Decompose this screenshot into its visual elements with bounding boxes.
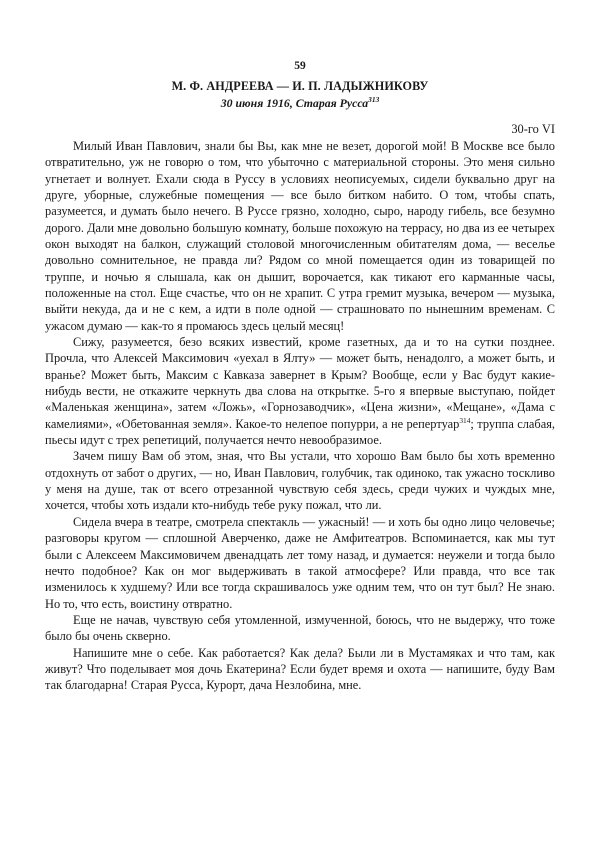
footnote-marker-314[interactable]: 314 (459, 415, 471, 425)
paragraph-2-text-before-footnote: Сижу, разумеется, безо всяких известий, кроме газетных, да и то на сутки позднее. Прочла, что Алексей Максимович «уехал в Ялту» — может быть, ненадолго, а может быть, и вранье? Может быть, Максим с Кавказа завернет в Крым? Вообще, если у Вас будут какие-нибудь вести, не откажите черкнуть два слова на открытке. 5-го я впервые выступаю, пойдет «Маленькая женщина», затем «Ложь», «Горнозаводчик», «Цена жизни», «Мещане», «Дама с камелиями», «Обетованная земля». Какое-то нелепое попурри, а не репертуар (45, 335, 555, 431)
footnote-marker-313[interactable]: 313 (368, 95, 380, 105)
dateline-place-text: 30 июня 1916, Старая Русса (220, 96, 369, 111)
letter-date-right: 30-го VI (511, 122, 555, 137)
page-content (45, 0, 555, 694)
letter-correspondents-heading: М. Ф. АНДРЕЕВА — И. П. ЛАДЫЖНИКОВУ (171, 78, 429, 93)
letter-dateline-place (45, 96, 555, 112)
paragraph-1: Милый Иван Павлович, знали бы Вы, как мне не везет, дорогой мой! В Москве все было отвратительно, уж не говорю о том, что убыточно с материальной стороны. Это меня сильно угнетает и волнует. Ехали сюда в Руссу в условиях неописуемых, сидели буквально друг на друге, уборные, служебные помещения — все было битком набито. О том, чтобы спать, разумеется, и думать было нечего. В Руссе грязно, холодно, сыро, народу гибель, все безумно дорого. Дали мне довольно большую комнату, больше похожую на террасу, но два из ее четырех окон выходят на балкон, служащий столовой многочисленным обитателям дома, — веселье довольно сомнительное, не правда ли? Рядом со мной помещается один из товарищей по труппе, и ночью я слышала, как он дышит, ворочается, как тикают его карманные часы, положенные на стол. Еще счастье, что он не храпит. С утра гремит музыка, вечером — музыка, выйти некуда, да и не с кем, а идти в поле одной — страшновато по нынешним временам. С ужасом думаю — как-то я промаюсь здесь целый месяц! (45, 138, 555, 333)
page-number: 59 (294, 60, 306, 72)
paragraph-5: Еще не начав, чувствую себя утомленной, измученной, боюсь, что не выдержу, что тоже было бы очень скверно. (45, 612, 555, 644)
paragraph-2-text-after-footnote: ; труппа слабая, пьесы идут с трех репетиций, получается нечто невообразимое. (45, 416, 555, 448)
paragraph-3: Зачем пишу Вам об этом, зная, что Вы устали, что хорошо Вам было бы хоть временно отдохнуть от забот о других, — но, Иван Павлович, голубчик, так одиноко, так ужасно тоскливо у меня на душе, так от всего отрезанной чувствую себя здесь, среди чужих и чуждых мне, хочется, чтобы хоть издали кто-нибудь тебе руку пожал, что ли. (45, 449, 555, 513)
paragraph-2 (45, 334, 555, 448)
paragraph-4: Сидела вчера в театре, смотрела спектакль — ужасный! — и хоть бы одно лицо человечье; разговоры кругом — сплошной Аверченко, даже не Амфитеатров. Вспоминается, как мы тут были с Алексеем Максимовичем двенадцать лет тому назад, и думается: неужели и тогда было нечто подобное? Как он мог выдерживать в такой атмосфере? Или правда, что все так изменилось к худшему? Или все тогда скрашивалось уже одним тем, что он тут был? Не знаю. Но то, что есть, воистину отвратно. (45, 514, 555, 611)
paragraph-6: Напишите мне о себе. Как работается? Как дела? Были ли в Мустамяках и что там, как живут? Что поделывает моя дочь Екатерина? Если будет время и охота — напишите, буду Вам так благодарна! Старая Русса, Курорт, дача Незлобина, мне. (45, 645, 555, 693)
